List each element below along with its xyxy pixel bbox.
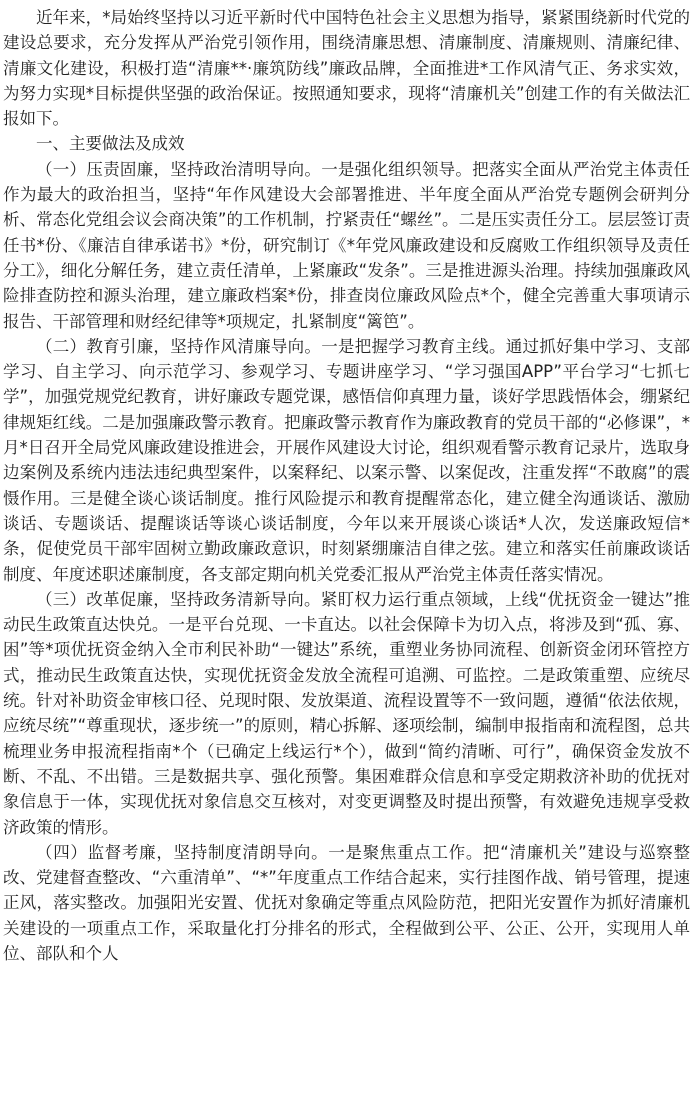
paragraph-1: （一）压责固廉，坚持政治清明导向。一是强化组织领导。把落实全面从严治党主体责任作为最大的政治担当，坚持“年作风建设大会部署推进、半年度全面从严治党专题例会研判分析、常态化党组会议会商决策”的工作机制，拧紧责任“螺丝”。二是压实责任分工。层层签订责任书*份、《廉洁自律承诺书》*份，研究制订《*年党风廉政建设和反腐败工作组织领导及责任分工》，细化分解任务，建立责任清单，上紧廉政“发条”。三是推进源头治理。持续加强廉政风险排查防控和源头治理，建立廉政档案*份，排查岗位廉政风险点*个，健全完善重大事项请示报告、干部管理和财经纪律等*项规定，扎紧制度“篱笆”。 (3, 159, 690, 331)
paragraph-4: （四）监督考廉，坚持制度清朗导向。一是聚焦重点工作。把“清廉机关”建设与巡察整改、党建督查整改、“六重清单”、“*”年度重点工作结合起来，实行挂图作战、销号管理，提速正风，落实整改。加强阳光安置、优抚对象确定等重点风险防范，把阳光安置作为抓好清廉机关建设的一项重点工作，采取量化打分排名的形式，全程做到公平、公正、公开，实现用人单位、部队和个人 (3, 842, 690, 963)
section-heading: 一、主要做法及成效 (36, 134, 185, 154)
paragraph-2: （二）教育引廉，坚持作风清廉导向。一是把握学习教育主线。通过抓好集中学习、支部学习、自主学习、向示范学习、参观学习、专题讲座学习、“学习强国APP”平台学习“七抓七学”，加强党规党纪教育，讲好廉政专题党课，感悟信仰真理力量，谈好学思践悟体会，绷紧纪律规矩红线。二是加强廉政警示教育。把廉政警示教育作为廉政教育的党员干部的“必修课”，*月*日召开全局党风廉政建设推进会，开展作风建设大讨论，组织观看警示教育记录片，选取身边案例及系统内违法违纪典型案件，以案释纪、以案示警、以案促改，注重发挥“不敢腐”的震慑作用。三是健全谈心谈话制度。推行风险提示和教育提醒常态化，建立健全沟通谈话、激励谈话、专题谈话、提醒谈话等谈心谈话制度，今年以来开展谈心谈话*人次，发送廉政短信*条，促使党员干部牢固树立勤政廉政意识，时刻紧绷廉洁自律之弦。建立和落实任前廉政谈话制度、年度述职述廉制度，各支部定期向机关党委汇报从严治党主体责任落实情况。 (3, 336, 690, 584)
intro-paragraph: 近年来，*局始终坚持以习近平新时代中国特色社会主义思想为指导，紧紧围绕新时代党的建设总要求，充分发挥从严治党引领作用，围绕清廉思想、清廉制度、清廉规则、清廉纪律、清廉文化建设，积极打造“清廉**·廉筑防线”廉政品牌，全面推进*工作风清气正、务求实效，为努力实现*目标提供坚强的政治保证。按照通知要求，现将“清廉机关”创建工作的有关做法汇报如下。 (3, 8, 690, 129)
paragraph-3: （三）改革促廉，坚持政务清新导向。紧盯权力运行重点领域，上线“优抚资金一键达”推动民生政策直达快兑。一是平台兑现、一卡直达。以社会保障卡为切入点，将涉及到“孤、寡、困”等*项优抚资金纳入全市利民补助“一键达”系统，重塑业务协同流程、创新资金闭环管控方式，推动民生政策直达快，实现优抚资金发放全流程可追溯、可监控。二是政策重塑、应统尽统。针对补助资金审核口径、兑现时限、发放渠道、流程设置等不一致问题，遵循“依法依规，应统尽统”“尊重现状，逐步统一”的原则，精心拆解、逐项绘制，编制申报指南和流程图，总共梳理业务申报流程指南*个（已确定上线运行*个），做到“简约清晰、可行”，确保资金发放不断、不乱、不出错。三是数据共享、强化预警。集困难群众信息和享受定期救济补助的优抚对象信息于一体，实现优抚对象信息交互核对，对变更调整及时提出预警，有效避免违规享受救济政策的情形。 (3, 589, 690, 837)
